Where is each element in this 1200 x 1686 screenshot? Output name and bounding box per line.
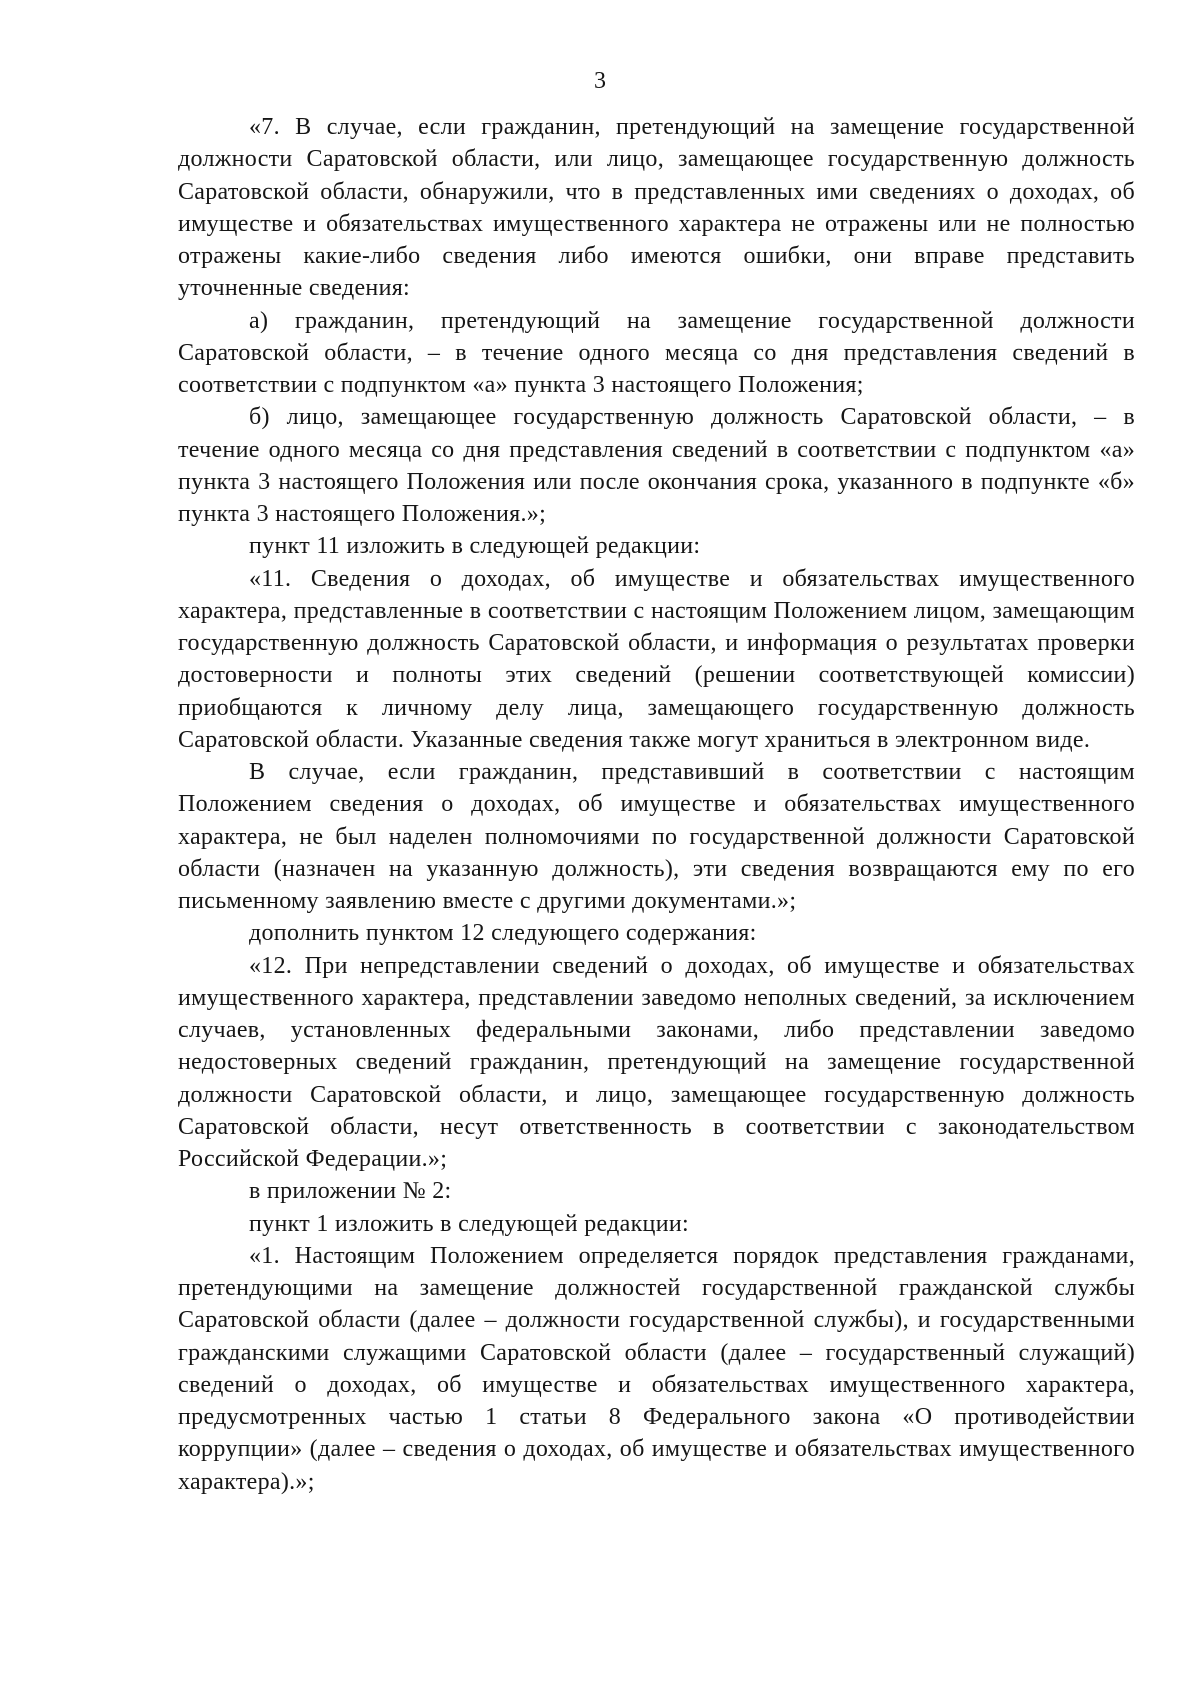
document-body: [178, 111, 1135, 1498]
paragraph-add-point-12: дополнить пунктом 12 следующего содержания:: [249, 920, 757, 947]
paragraph-item-11-continued: В случае, если гражданин, представивший в соответствии с настоящим Положением сведения о доходах, об имуществе и обязательствах имущественного характера, не был наделен полномочиями по государственной должности Саратовской области (назначен на указанную должность), эти сведения возвращаются ему по его письменному заявлению вместе с другими документами.»;: [178, 759, 1135, 914]
paragraph-subitem-a: а) гражданин, претендующий на замещение государственной должности Саратовской области, – в течение одного месяца со дня представления сведений в соответствии с подпунктом «а» пункта 3 настоящего Положения;: [178, 307, 1135, 398]
page-number: 3: [594, 68, 606, 94]
paragraph-amend-point-11: пункт 11 изложить в следующей редакции:: [249, 533, 701, 560]
paragraph-item-12: «12. При непредставлении сведений о доходах, об имуществе и обязательствах имущественного характера, представлении заведомо неполных сведений, за исключением случаев, установленных федеральными законами, либо представлении заведомо недостоверных сведений гражданин, претендующий на замещение государственной должности Саратовской области, и лицо, замещающее государственную должность Саратовской области, несут ответственность в соответствии с законодательством Российской Федерации.»;: [178, 952, 1135, 1172]
paragraph-item-7: «7. В случае, если гражданин, претендующий на замещение государственной должности Саратовской области, или лицо, замещающее государственную должность Саратовской области, обнаружили, что в представленных ими сведениях о доходах, об имуществе и обязательствах имущественного характера не отражены или не полностью отражены какие-либо сведения либо имеются ошибки, они вправе представить уточненные сведения:: [178, 114, 1135, 302]
paragraph-appendix-2: в приложении № 2:: [249, 1178, 452, 1205]
paragraph-item-11: «11. Сведения о доходах, об имуществе и обязательствах имущественного характера, представленные в соответствии с настоящим Положением лицом, замещающим государственную должность Саратовской области, и информация о результатах проверки достоверности и полноты этих сведений (решении соответствующей комиссии) приобщаются к личному делу лица, замещающего государственную должность Саратовской области. Указанные сведения также могут храниться в электронном виде.: [178, 565, 1135, 753]
paragraph-subitem-b: б) лицо, замещающее государственную должность Саратовской области, – в течение одного месяца со дня представления сведений в соответствии с подпунктом «а» пункта 3 настоящего Положения или после окончания срока, указанного в подпункте «б» пункта 3 настоящего Положения.»;: [178, 404, 1135, 527]
paragraph-amend-point-1: пункт 1 изложить в следующей редакции:: [249, 1210, 689, 1237]
paragraph-item-1: «1. Настоящим Положением определяется порядок представления гражданами, претендующими на замещение должностей государственной гражданской службы Саратовской области (далее – должности государственной службы), и государственными гражданскими служащими Саратовской области (далее – государственный служащий) сведений о доходах, об имуществе и обязательствах имущественного характера, предусмотренных частью 1 статьи 8 Федерального закона «О противодействии коррупции» (далее – сведения о доходах, об имуществе и обязательствах имущественного характера).»;: [178, 1242, 1135, 1495]
